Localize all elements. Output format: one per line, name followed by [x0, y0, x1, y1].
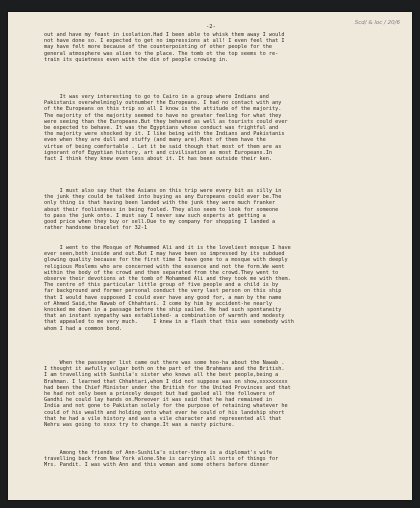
archive-annotation: Scd/ & loc / 20/6	[354, 20, 400, 26]
paragraph-2: It was very interesting to go to Cairo in a group where Indians and Pakistanis overwhelmingly outnumber the Europeans. I had no contact with any of the Europeans on this trip so all I know is the attitude of the majority. The majority of the majority seemed to have no greater feeling for what they were seeing than the Europeans.But they behaved as well as tourists could ever be expected to behave. It was the Egyptians whose conduct was frightful and the majority were shocked by it. I like being with the Indians and Pakistanis even when they are dull and stuffy (and many are).Most of them have the virtue of being comfortable . Let it be said though that most of them are as ignorant ofof Egyptian history, art and civilisation as most Europeans.In fact I think they knew even less about it. It has been outside their ken.	[44, 94, 288, 163]
paragraph-1: out and have my feast in isolation.Had I been able to whisk them away I would not have done so. I expected to get no impressions at all! I even feel that I may have felt more because of the counterpointing of other people for the general atmosphere was alien to the place. The tomb ot the top seems to re- train its quietness even with the din of people crowing in.	[44, 32, 285, 63]
page-number: -2-	[206, 24, 216, 30]
paragraph-4: I went to the Mosque of Mohammed Ali and it is the loveliest mosque I have ever seen,both inside and out.But I may have been so impressed by its subdued glowing quality because for the first time I have gone to a mosque with deeply religious Moslems who are concerned with the essence and not the form.We went within the body of the crowd and then separated from the crowd.They went to observe their devotions at the tomb of Mohammed Ali and they took me with them. The centre of this particular little group of five people and a child is by far background and former personal conduct the very last person on this ship that I would have supposed I could ever have any good for, a man by the name of Ahmed Said,the Nawab of Chhahtari. I come by him by accident-he nearly knocked me down in a passage before the ship sailed. He had such spontaneity that an instant sympathy was established- a combination of warmth and modesty that appealed to me very much. I knew in a flash that this was somebody with whom I had a common bond.	[44, 245, 294, 332]
typewritten-page	[8, 12, 412, 500]
paragraph-6: Among the friends of Ann-Sushila's sister-there is a diplomat's wife travelling back from New York alone.She is carrying all sorts of things for Mrs. Pandit. I was with Ann and this woman and some others before dinner	[44, 450, 279, 469]
paragraph-3: I must also say that the Asians on this trip were every bit as silly in the junk they could be talked into buying as any Europeans could ever be.The only thing is that having been landed with the junk they were much franker about their foolishness in being fooled. They also seem to look for someone to pass the junk onto. I must say I never saw such experts at getting a good price when they buy or sell.Due to my company for shopping I landed a rather handsome bracelet for 32-1	[44, 188, 282, 232]
paragraph-5: When the passenger list came out there was some hoo-ha about the Nawab . I thought it awfully vulgar both on the part of the Brahmans and the British. I am travelling with Sushila's sister who knows all the best people,being a Brahman. I learned that Chhahtari,whom I did not suppose was on show,xxxxxxxxx had been the Chief Minister under the British for the United Provinces and that he had not only been a princely despot but had gaoled all the followers of Gandhi he could lay hands on.Moreover it was said that he had remained in India and not gone to Pakistan solely for the purpose of retaining whatever he could of his wealth and holding onto what ever he could of his landship short that he had a vile history and was a vile character and represented all that Nehru was going to xxxx try to change.It was a nasty picture.	[44, 360, 291, 429]
